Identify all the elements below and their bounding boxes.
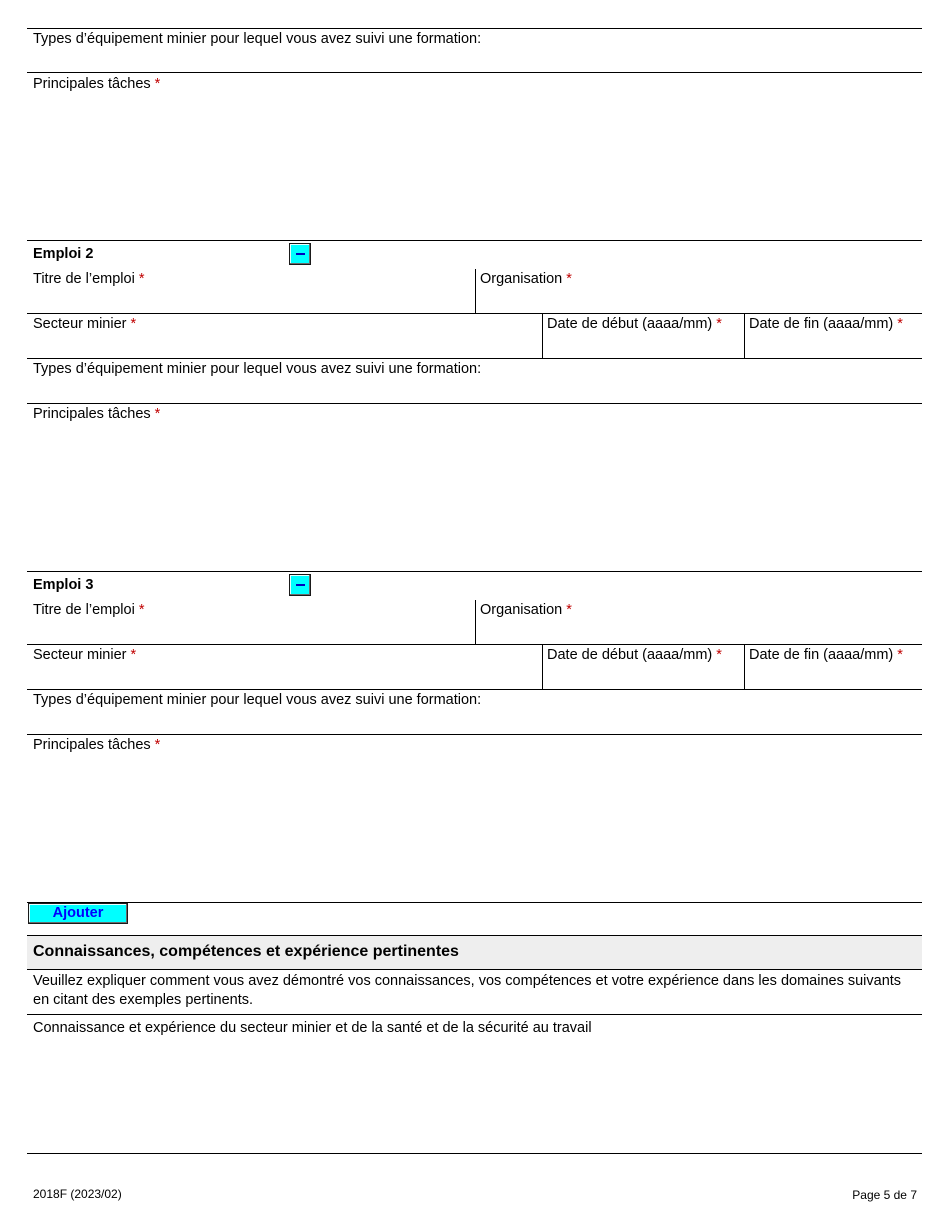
section-instructions: Veuillez expliquer comment vous avez démontré vos connaissances, vos compétences et votre expérience dans les domaines suivants en citant des exemples pertinents.: [33, 973, 902, 1008]
required-marker: *: [154, 406, 161, 422]
job1-duties-label: Principales tâches *: [33, 76, 161, 92]
divider: [27, 28, 922, 29]
divider: [27, 1014, 922, 1015]
remove-job3-button[interactable]: [289, 574, 311, 596]
required-marker: *: [566, 271, 572, 287]
job2-org-label: Organisation *: [480, 271, 572, 287]
divider: [27, 358, 922, 359]
job3-heading: Emploi 3: [33, 577, 94, 593]
page-number: Page 5 de 7: [852, 1188, 917, 1202]
divider: [27, 902, 922, 903]
job2-end-date-input[interactable]: [745, 334, 922, 358]
job2-heading: Emploi 2: [33, 246, 94, 262]
divider: [27, 313, 922, 314]
job2-org-input[interactable]: [476, 289, 922, 313]
required-marker: *: [138, 271, 145, 287]
divider: [27, 969, 922, 970]
divider: [27, 644, 922, 645]
job3-equipment-label: Types d’équipement minier pour lequel vous avez suivi une formation:: [33, 692, 482, 708]
form-number: 2018F (2023/02): [33, 1187, 122, 1201]
job1-equipment-input[interactable]: [27, 49, 922, 72]
job3-end-date-label: Date de fin (aaaa/mm) *: [749, 647, 903, 663]
required-marker: *: [897, 647, 903, 663]
divider: [27, 240, 922, 241]
job3-sector-label: Secteur minier *: [33, 647, 137, 663]
required-marker: *: [716, 647, 722, 663]
minus-icon: [296, 253, 305, 255]
job3-duties-label: Principales tâches *: [33, 737, 161, 753]
divider: [27, 734, 922, 735]
job2-equipment-label: Types d’équipement minier pour lequel vous avez suivi une formation:: [33, 361, 482, 377]
required-marker: *: [716, 316, 722, 332]
required-marker: *: [138, 602, 145, 618]
add-job-button[interactable]: Ajouter: [28, 903, 128, 924]
job2-title-label: Titre de l’emploi *: [33, 271, 145, 287]
job3-equipment-input[interactable]: [27, 710, 922, 734]
job3-org-label: Organisation *: [480, 602, 572, 618]
knowledge-field-label: Connaissance et expérience du secteur minier et de la santé et de la sécurité au travail: [33, 1020, 592, 1036]
job2-title-input[interactable]: [27, 289, 475, 313]
job2-sector-input[interactable]: [27, 334, 542, 358]
divider: [27, 403, 922, 404]
job3-start-date-input[interactable]: [543, 665, 744, 689]
section-header: [27, 936, 922, 969]
job1-duties-input[interactable]: [27, 94, 922, 240]
job3-duties-input[interactable]: [27, 755, 922, 902]
required-marker: *: [154, 737, 161, 753]
job3-end-date-input[interactable]: [745, 665, 922, 689]
divider: [27, 571, 922, 572]
job3-title-input[interactable]: [27, 620, 475, 644]
job3-sector-input[interactable]: [27, 665, 542, 689]
job3-title-label: Titre de l’emploi *: [33, 602, 145, 618]
job2-duties-label: Principales tâches *: [33, 406, 161, 422]
remove-job2-button[interactable]: [289, 243, 311, 265]
section-title: Connaissances, compétences et expérience pertinentes: [33, 943, 459, 960]
required-marker: *: [130, 647, 137, 663]
knowledge-input[interactable]: [27, 1038, 922, 1153]
required-marker: *: [566, 602, 572, 618]
job2-sector-label: Secteur minier *: [33, 316, 137, 332]
job2-duties-input[interactable]: [27, 424, 922, 571]
required-marker: *: [154, 76, 161, 92]
job2-equipment-input[interactable]: [27, 379, 922, 403]
minus-icon: [296, 584, 305, 586]
divider: [27, 72, 922, 73]
required-marker: *: [130, 316, 137, 332]
divider: [27, 689, 922, 690]
job2-start-date-input[interactable]: [543, 334, 744, 358]
job3-start-date-label: Date de début (aaaa/mm) *: [547, 647, 722, 663]
required-marker: *: [897, 316, 903, 332]
job2-end-date-label: Date de fin (aaaa/mm) *: [749, 316, 903, 332]
job1-equipment-label: Types d’équipement minier pour lequel vous avez suivi une formation:: [33, 31, 482, 47]
job3-org-input[interactable]: [476, 620, 922, 644]
divider: [27, 1153, 922, 1154]
job2-start-date-label: Date de début (aaaa/mm) *: [547, 316, 722, 332]
